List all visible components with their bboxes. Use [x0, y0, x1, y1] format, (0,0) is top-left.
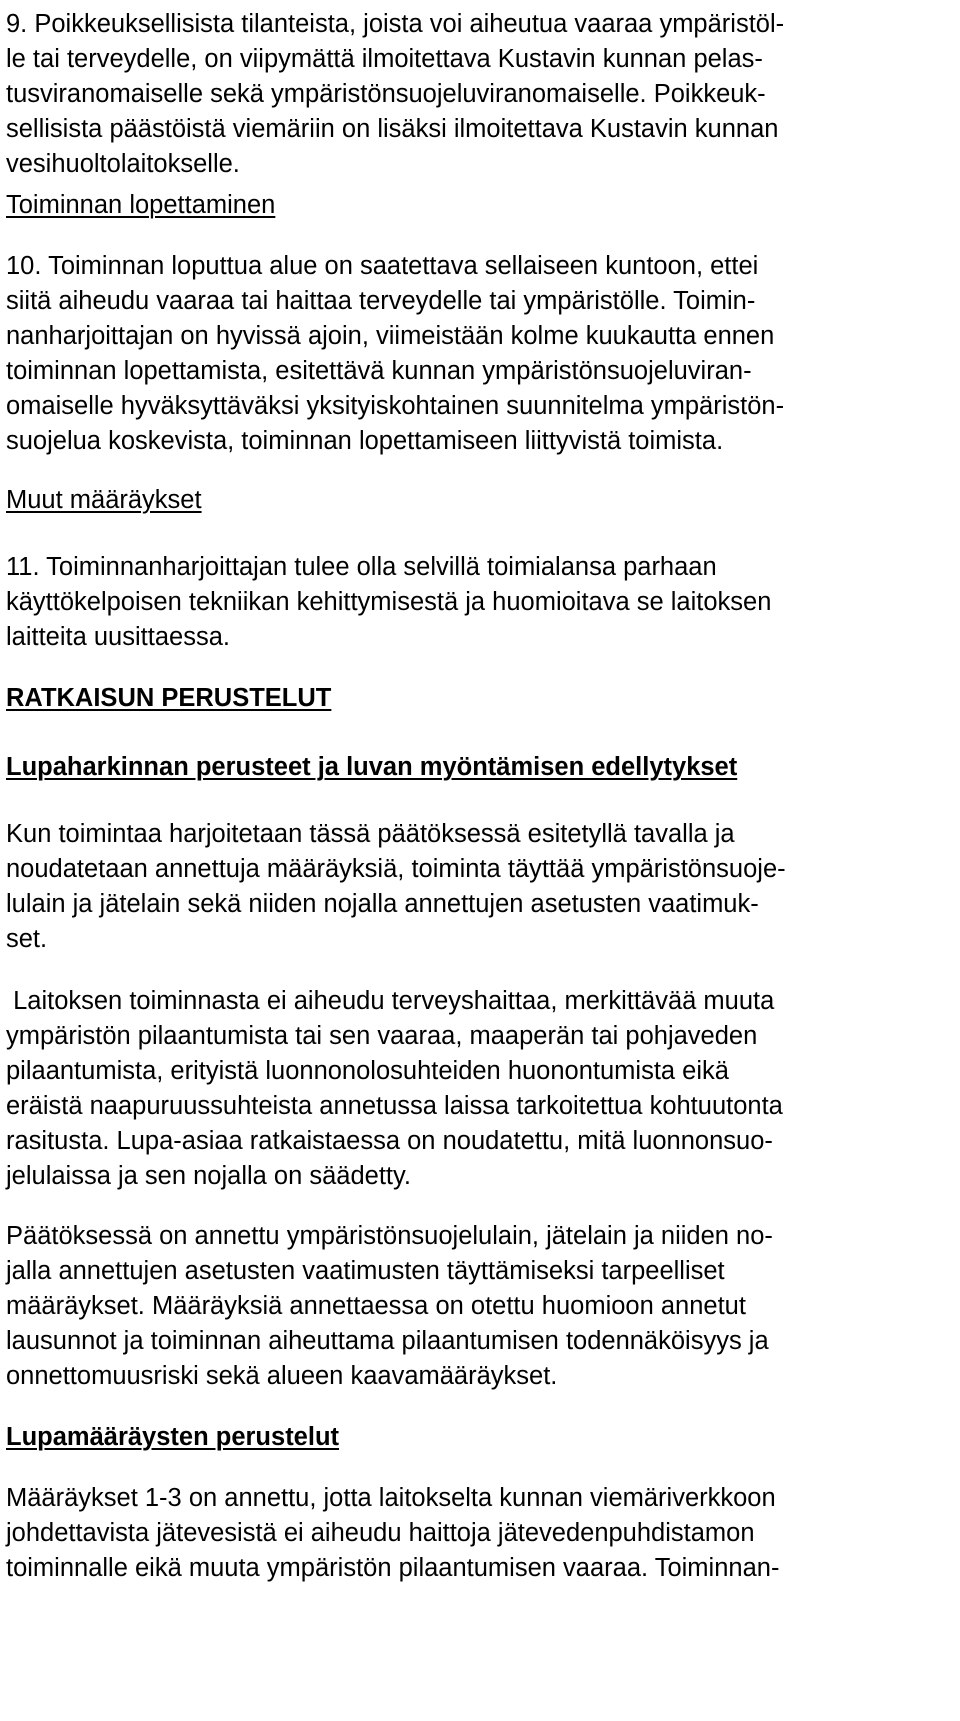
text-line: tusviranomaiselle sekä ympäristönsuojeluviranomaiselle. Poikkeuk-	[6, 80, 766, 108]
text-line: suojelua koskevista, toiminnan lopettamiseen liittyvistä toimista.	[6, 427, 724, 455]
text-line: pilaantumista, erityistä luonnonolosuhteiden huonontumista eikä	[6, 1057, 729, 1085]
text-line: le tai terveydelle, on viipymättä ilmoitettava Kustavin kunnan pelas-	[6, 45, 763, 73]
text-line: toiminnan lopettamista, esitettävä kunnan ympäristönsuojeluviran-	[6, 357, 752, 385]
text-line: Lupamääräysten perustelut	[6, 1423, 340, 1451]
text-line: set.	[6, 925, 48, 953]
text-line: määräykset. Määräyksiä annettaessa on otettu huomioon annetut	[6, 1292, 746, 1320]
text-line: omaiselle hyväksyttäväksi yksityiskohtainen suunnitelma ympäristön-	[6, 392, 785, 420]
text-line: käyttökelpoisen tekniikan kehittymisestä ja huomioitava se laitoksen	[6, 588, 772, 616]
text-line: noudatetaan annettuja määräyksiä, toiminta täyttää ympäristönsuoje-	[6, 855, 786, 883]
text-line: jelulaissa ja sen nojalla on säädetty.	[6, 1162, 411, 1190]
text-line: rasitusta. Lupa-asiaa ratkaistaessa on noudatettu, mitä luonnonsuo-	[6, 1127, 773, 1155]
text-line: Määräykset 1-3 on annettu, jotta laitokselta kunnan viemäriverkkoon	[6, 1484, 776, 1512]
text-line: onnettomuusriski sekä alueen kaavamääräykset.	[6, 1362, 558, 1390]
text-line: Laitoksen toiminnasta ei aiheudu terveyshaittaa, merkittävää muuta	[6, 987, 775, 1015]
text-line: lausunnot ja toiminnan aiheuttama pilaantumisen todennäköisyys ja	[6, 1327, 769, 1355]
text-line: lulain ja jätelain sekä niiden nojalla annettujen asetusten vaatimuk-	[6, 890, 759, 918]
text-line: jalla annettujen asetusten vaatimusten täyttämiseksi tarpeelliset	[6, 1257, 725, 1285]
text-line: Lupaharkinnan perusteet ja luvan myöntämisen edellytykset	[6, 753, 738, 781]
text-line: nanharjoittajan on hyvissä ajoin, viimeistään kolme kuukautta ennen	[6, 322, 775, 350]
text-line: 10. Toiminnan loputtua alue on saatettava sellaiseen kuntoon, ettei	[6, 252, 759, 280]
text-line: Toiminnan lopettaminen	[6, 191, 276, 219]
text-line: laitteita uusittaessa.	[6, 623, 230, 651]
text-line: RATKAISUN PERUSTELUT	[6, 684, 332, 712]
text-line: 9. Poikkeuksellisista tilanteista, joista voi aiheutua vaaraa ympäristöl-	[6, 10, 785, 38]
text-line: Päätöksessä on annettu ympäristönsuojelulain, jätelain ja niiden no-	[6, 1222, 773, 1250]
text-line: ympäristön pilaantumista tai sen vaaraa, maaperän tai pohjaveden	[6, 1022, 758, 1050]
text-line: siitä aiheudu vaaraa tai haittaa terveydelle tai ympäristölle. Toimin-	[6, 287, 756, 315]
text-line: sellisista päästöistä viemäriin on lisäksi ilmoitettava Kustavin kunnan	[6, 115, 779, 143]
text-line: 11. Toiminnanharjoittajan tulee olla selvillä toimialansa parhaan	[6, 553, 717, 581]
text-line: toiminnalle eikä muuta ympäristön pilaantumisen vaaraa. Toiminnan-	[6, 1554, 780, 1582]
text-line: Muut määräykset	[6, 486, 202, 514]
text-line: vesihuoltolaitokselle.	[6, 150, 240, 178]
text-line: eräistä naapuruussuhteista annetussa laissa tarkoitettua kohtuutonta	[6, 1092, 783, 1120]
text-line: Kun toimintaa harjoitetaan tässä päätöksessä esitetyllä tavalla ja	[6, 820, 735, 848]
text-line: johdettavista jätevesistä ei aiheudu haittoja jätevedenpuhdistamon	[6, 1519, 755, 1547]
